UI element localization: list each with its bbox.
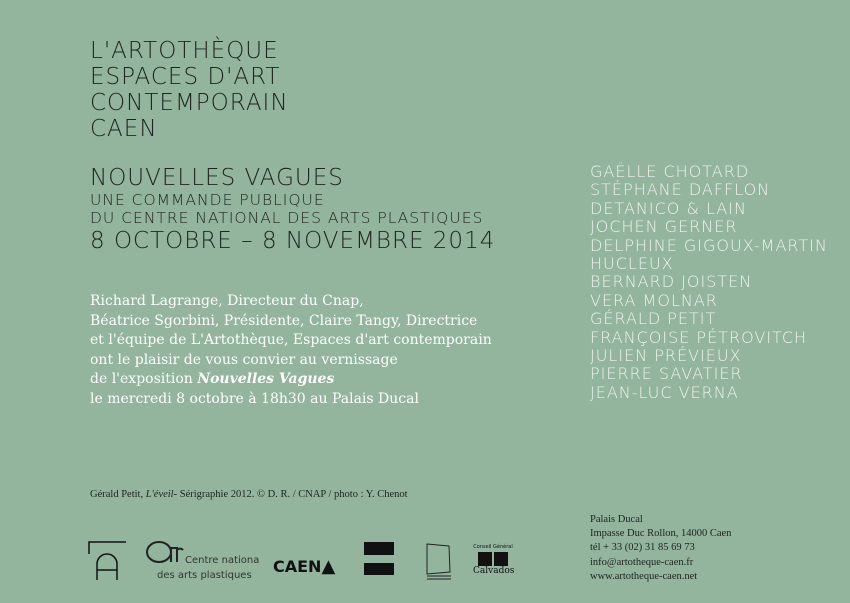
exhibition-dates: 8 OCTOBRE – 8 NOVEMBRE 2014 <box>90 228 496 254</box>
credit-artist: Gérald Petit, <box>90 489 146 500</box>
credit-work: L'éveil <box>145 489 174 500</box>
artist-name: DETANICO & LAIN <box>590 198 747 218</box>
artist-name: FRANÇOISE PÉTROVITCH <box>590 327 808 347</box>
email-link[interactable]: info@artotheque-caen.fr <box>590 556 694 568</box>
calvados-top-text: Conseil Général <box>473 544 513 550</box>
artist-name: PIERRE SAVATIER <box>590 364 743 384</box>
ministere-culture-logo <box>364 542 394 580</box>
exhibition-block <box>90 165 495 255</box>
caen-text: CAEN <box>273 557 322 576</box>
credit-details: - Sérigraphie 2012. © D. R. / CNAP / photo : Y. Chenot <box>173 489 408 500</box>
phone: tél + 33 (02) 31 85 69 73 <box>590 542 695 554</box>
artist-name: DELPHINE GIGOUX-MARTIN <box>590 235 828 255</box>
invitation-text-part: de l'exposition <box>90 371 198 387</box>
invitation-line <box>90 370 492 390</box>
exhibition-title: NOUVELLES VAGUES <box>90 165 344 191</box>
cnap-logo <box>145 540 265 581</box>
artist-name: BERNARD JOISTEN <box>590 272 753 292</box>
artotheque-logo <box>88 540 128 580</box>
calvados-logo <box>473 544 513 576</box>
artist-name: STÉPHANE DAFFLON <box>590 180 771 200</box>
invitation-line: Béatrice Sgorbini, Présidente, Claire Tangy, Directrice <box>90 312 478 329</box>
artist-name: VERA MOLNAR <box>590 290 718 310</box>
website-link[interactable]: www.artotheque-caen.net <box>590 570 698 582</box>
venue: Palais Ducal <box>590 514 643 525</box>
header-title <box>90 38 289 142</box>
invitation-line: Richard Lagrange, Directeur du Cnap, <box>90 293 364 309</box>
invitation-text <box>90 292 492 409</box>
artist-name: HUCLEUX <box>590 254 674 274</box>
photo-credit <box>90 489 408 500</box>
title-line: ESPACES D'ART <box>90 64 281 90</box>
invitation-line: ont le plaisir de vous convier au vernissage <box>90 351 398 368</box>
title-line: CONTEMPORAIN <box>90 90 289 116</box>
invitation-line: et l'équipe de L'Artothèque, Espaces d'art contemporain <box>90 332 492 348</box>
artist-name: JEAN-LUC VERNA <box>590 382 739 402</box>
region-normandie-logo <box>423 542 455 582</box>
street: Impasse Duc Rollon, 14000 Caen <box>590 528 732 540</box>
artist-name: JOCHEN GERNER <box>590 217 738 237</box>
exhibition-subtitle: DU CENTRE NATIONAL DES ARTS PLASTIQUES <box>90 209 484 227</box>
caen-logo: CAEN▲ <box>273 556 336 577</box>
calvados-text: Calvados <box>473 566 515 576</box>
title-line: L'ARTOTHÈQUE <box>90 38 279 64</box>
exhibition-subtitle: UNE COMMANDE PUBLIQUE <box>90 191 325 209</box>
artist-name: JULIEN PRÉVIEUX <box>590 346 742 366</box>
title-line: CAEN <box>90 116 158 142</box>
cnap-text: Centre nationa <box>185 555 260 566</box>
artist-list <box>590 163 828 402</box>
cnap-text: des arts plastiques <box>157 570 252 581</box>
artist-name: GÉRALD PETIT <box>590 309 717 329</box>
cnap-mark-icon <box>145 540 185 566</box>
artist-name: GAËLLE CHOTARD <box>590 162 750 181</box>
exhibition-name: Nouvelles Vagues <box>197 371 335 387</box>
invitation-line: le mercredi 8 octobre à 18h30 au Palais Ducal <box>90 390 419 407</box>
address-block <box>590 513 731 584</box>
